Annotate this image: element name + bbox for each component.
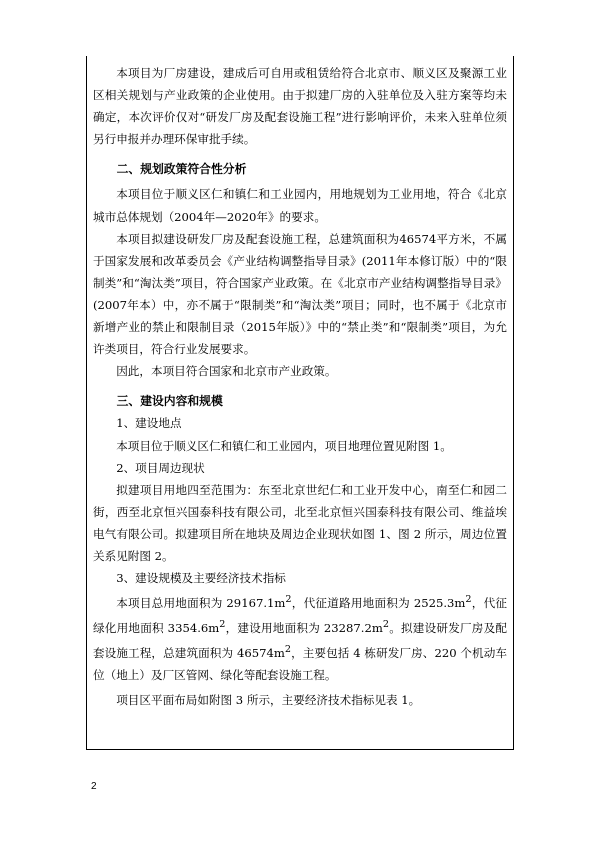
heading-construction-content: 三、建设内容和规模 — [116, 394, 223, 409]
subheading-location: 1、建设地点 — [116, 416, 182, 431]
paragraph-location: 本项目位于顺义区仁和镇仁和工业园内，项目地理位置见附图 1。 — [116, 438, 452, 453]
subheading-scale: 3、建设规模及主要经济技术指标 — [116, 571, 286, 586]
subheading-surroundings: 2、项目周边现状 — [116, 460, 205, 475]
paragraph-layout: 项目区平面布局如附图 3 所示，主要经济技术指标见表 1。 — [116, 693, 421, 708]
paragraph-land-use: 本项目位于顺义区仁和镇仁和工业园内，用地规划为工业用地，符合《北京城市总体规划（2004年—2020年》的要求。 — [93, 187, 507, 224]
page-number: 2 — [91, 781, 97, 792]
paragraph-surroundings: 拟建项目用地四至范围为：东至北京世纪仁和工业开发中心，南至仁和园二街，西至北京恒兴国泰科技有限公司，北至北京恒兴国泰科技有限公司、维益埃电气有限公司。拟建项目所在地块及周边企业现状如图 1、图 2 所示，周边位置关系见附图 2。 — [93, 482, 507, 563]
heading-planning-policy: 二、规划政策符合性分析 — [116, 162, 247, 177]
paragraph-industry-policy: 本项目拟建设研发厂房及配套设施工程，总建筑面积为46574平方米，不属于国家发展和改革委员会《产业结构调整指导目录》(2011年本修订版）中的“限制类”和“淘汰类”项目，符合国家产业政策。在《北京市产业结构调整指导目录》(2007年本）中，亦不属于“限制类”和“淘汰类”项目；同时，也不属于《北京市新增产业的禁止和限制目录（2015年版）》中的“禁止类”和“限制类”项目，为允许类项目，符合行业发展要求。 — [93, 231, 507, 357]
paragraph-project-use: 本项目为厂房建设，建成后可自用或租赁给符合北京市、顺义区及聚源工业区相关规划与产业政策的企业使用。由于拟建厂房的入驻单位及入驻方案等均未确定，本次评价仅对“研发厂房及配套设施工程”进行影响评价，未来入驻单位须另行申报并办理环保审批手续。 — [93, 66, 507, 147]
paragraph-policy-conclusion: 因此，本项目符合国家和北京市产业政策。 — [116, 364, 337, 379]
paragraph-scale: 本项目总用地面积为 $29167.1m^2$，代征道路用地面积为 $2525.3m^2$，代征绿化用地面积 $3354.6m^2$，建设用地面积为 $23287.2m^2$。拟建设研发厂房及配套设施工程，总建筑面积为 $46574m^2$，主要包括 4 栋研发厂房、220 个机动车位（地上）及厂区管网、绿化等配套设施工程。 — [93, 594, 508, 683]
document-body — [93, 62, 507, 711]
